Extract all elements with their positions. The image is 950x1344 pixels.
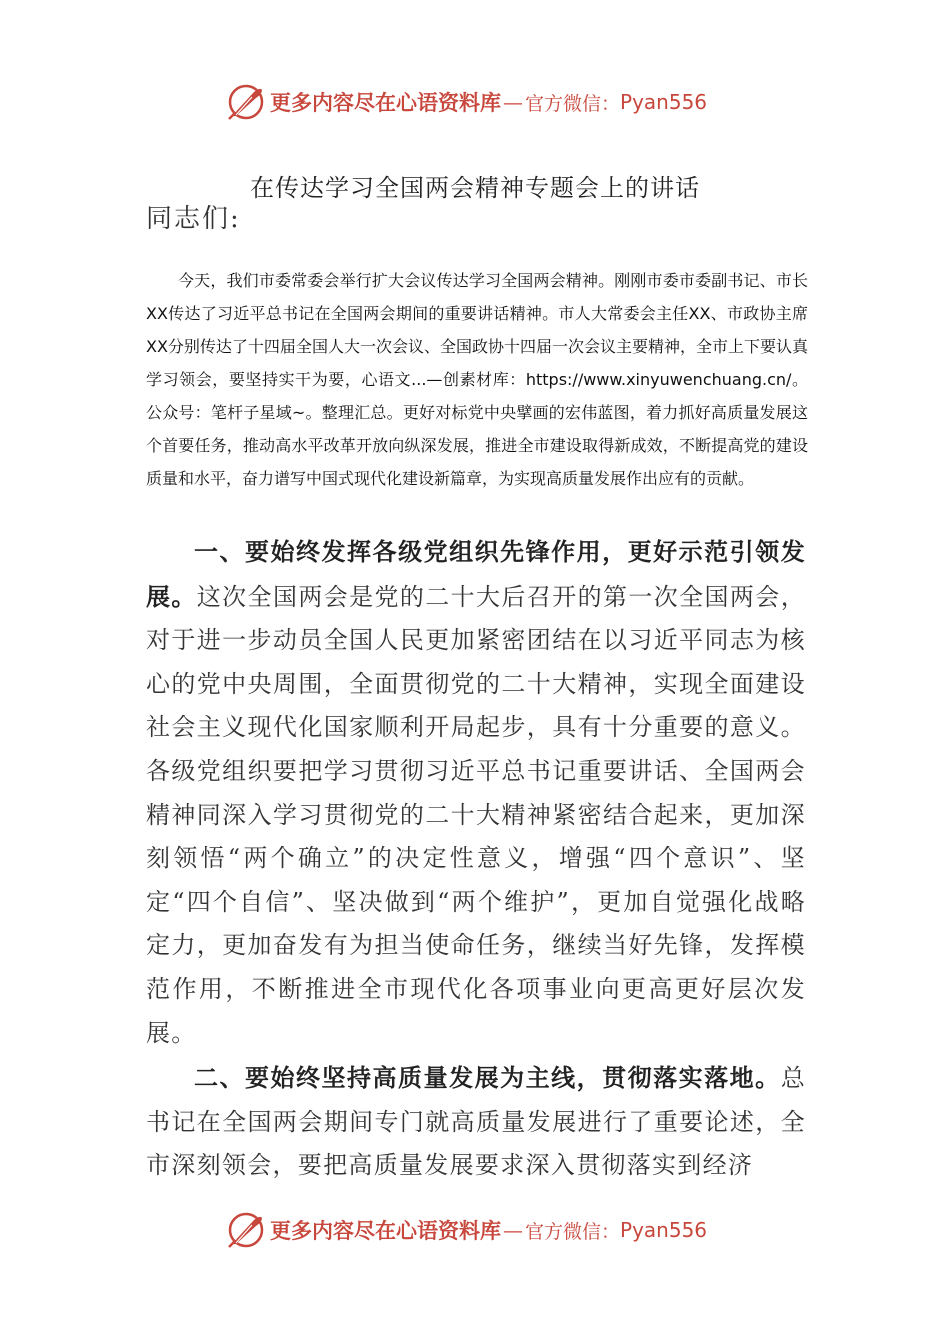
intro-paragraph: 今天，我们市委常委会举行扩大会议传达学习全国两会精神。刚刚市委市委副书记、市长XX传达了习近平总书记在全国两会期间的重要讲话精神。市人大常委会主任XX、市政协主席XX分别传达了十四届全国人大一次会议、全国政协十四届一次会议主要精神，全市上下要认真学习领会，要坚持实干为要，心语文...—创素材库：https://www.xinyuwenchuang.cn/。公众号：笔杆子星域~。整理汇总。更好对标党中央擘画的宏伟蓝图，着力抓好高质量发展这个首要任务，推动高水平改革开放向纵深发展，推进全市建设取得新成效，不断提高党的建设质量和水平，奋力谱写中国式现代化建设新篇章，为实现高质量发展作出应有的贡献。 <box>146 271 808 488</box>
section-heading-2: 二、要始终坚持高质量发展为主线，贯彻落实落地。 <box>194 1063 781 1092</box>
section-paragraph-1 <box>146 530 806 1055</box>
watermark-banner-bottom <box>226 1210 707 1250</box>
section-heading-1: 一、要始终发挥各级党组织先锋作用，更好示范引领发展。 <box>146 537 806 611</box>
watermark-separator: — <box>503 90 523 114</box>
watermark-wechat-label: 官方微信： <box>525 92 621 115</box>
watermark-banner-top <box>226 82 707 122</box>
watermark-wechat-id: Pyan556 <box>620 90 708 114</box>
section-body-2: 总书记在全国两会期间专门就高质量发展进行了重要论述，全市深刻领会，要把高质量发展要求深入贯彻落实到经济 <box>146 1064 806 1180</box>
section-body-1: 这次全国两会是党的二十大后召开的第一次全国两会，对于进一步动员全国人民更加紧密团结在以习近平同志为核心的党中央周围，全面贯彻党的二十大精神，实现全面建设社会主义现代化国家顺利开局起步，具有十分重要的意义。各级党组织要把学习贯彻习近平总书记重要讲话、全国两会精神同深入学习贯彻党的二十大精神紧密结合起来，更加深刻领悟“两个确立”的决定性意义，增强“四个意识”、坚定“四个自信”、坚决做到“两个维护”，更加自觉强化战略定力，更加奋发有为担当使命任务，继续当好先锋，发挥模范作用，不断推进全市现代化各项事业向更高更好层次发展。 <box>146 582 806 1047</box>
quill-pen-logo-icon <box>226 82 266 122</box>
greeting: 同志们: <box>146 204 241 234</box>
watermark-brand: 更多内容尽在心语资料库 <box>270 1218 501 1243</box>
section-paragraph-2 <box>146 1056 806 1188</box>
document-title: 在传达学习全国两会精神专题会上的讲话 <box>250 174 700 202</box>
watermark-brand: 更多内容尽在心语资料库 <box>270 90 501 115</box>
watermark-wechat-label: 官方微信： <box>525 1220 621 1243</box>
quill-pen-logo-icon <box>226 1210 266 1250</box>
watermark-wechat-id: Pyan556 <box>620 1218 708 1242</box>
watermark-separator: — <box>503 1218 523 1242</box>
